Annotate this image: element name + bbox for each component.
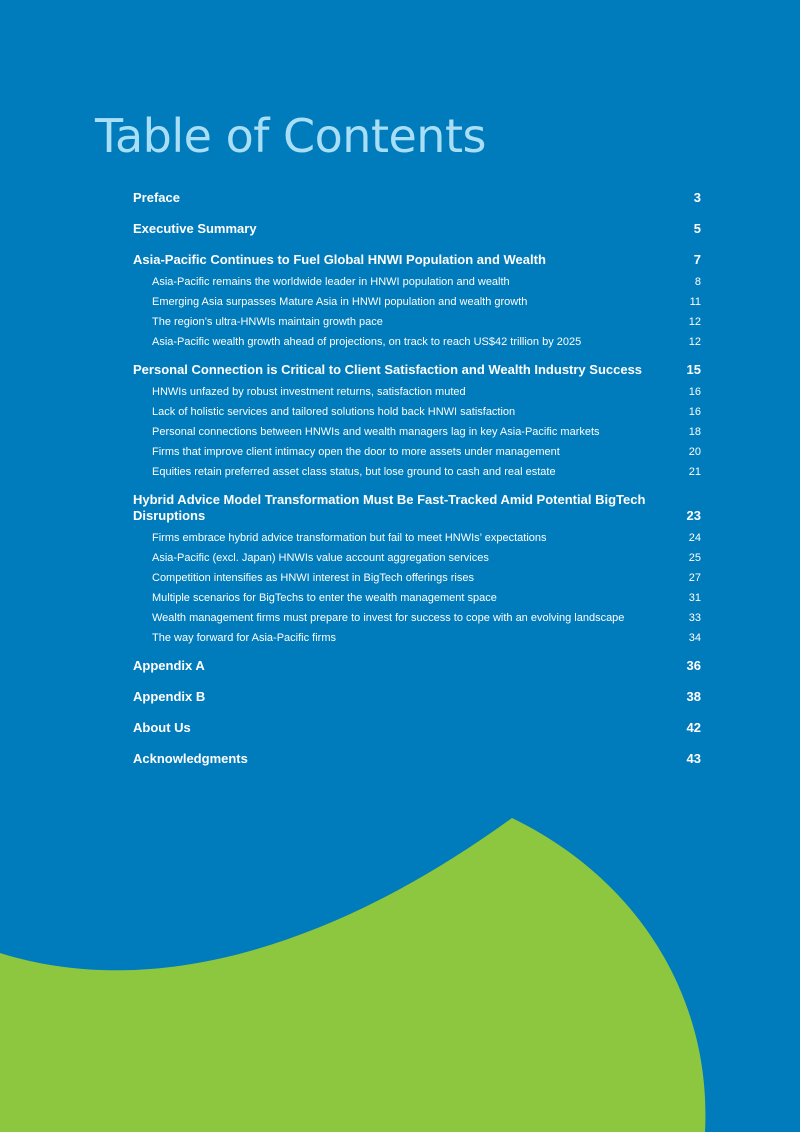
toc-subsection-page-number: 16 <box>688 386 701 398</box>
table-of-contents <box>133 190 701 782</box>
toc-section-heading[interactable] <box>133 492 701 524</box>
toc-subsection[interactable] <box>133 442 701 462</box>
toc-section-title: Acknowledgments <box>133 751 248 766</box>
toc-subsection-title: Firms that improve client intimacy open the door to more assets under management <box>152 446 560 458</box>
toc-section-title: Preface <box>133 190 180 205</box>
toc-section <box>133 252 701 352</box>
toc-subsection-title: Asia-Pacific (excl. Japan) HNWIs value account aggregation services <box>152 552 489 564</box>
toc-subsection-page-number: 12 <box>688 336 701 348</box>
toc-subsection-page-number: 8 <box>694 276 701 288</box>
toc-subsection-page-number: 16 <box>688 406 701 418</box>
page-title: Table of Contents <box>95 109 486 163</box>
toc-subsection[interactable] <box>133 588 701 608</box>
toc-subsection-page-number: 25 <box>688 552 701 564</box>
toc-subsection[interactable] <box>133 402 701 422</box>
toc-subsection[interactable] <box>133 312 701 332</box>
toc-subsection[interactable] <box>133 422 701 442</box>
toc-subsection-page-number: 21 <box>688 466 701 478</box>
toc-section <box>133 362 701 482</box>
toc-section-title: Personal Connection is Critical to Client Satisfaction and Wealth Industry Success <box>133 362 643 377</box>
toc-subsection-title: Lack of holistic services and tailored solutions hold back HNWI satisfaction <box>152 406 516 418</box>
toc-subsection-title: The way forward for Asia-Pacific firms <box>152 632 336 644</box>
toc-subsection[interactable] <box>133 462 701 482</box>
toc-subsection[interactable] <box>133 548 701 568</box>
toc-section-heading[interactable] <box>133 658 701 674</box>
toc-section <box>133 221 701 237</box>
toc-subsection-title: HNWIs unfazed by robust investment returns, satisfaction muted <box>152 386 466 398</box>
toc-subsection-title: The region’s ultra-HNWIs maintain growth pace <box>152 316 383 328</box>
toc-subsection[interactable] <box>133 628 701 648</box>
toc-subsection-page-number: 31 <box>688 592 701 604</box>
toc-subsection[interactable] <box>133 382 701 402</box>
toc-subsection-title: Equities retain preferred asset class status, but lose ground to cash and real estate <box>152 466 556 478</box>
toc-section <box>133 492 701 648</box>
toc-section-page-number: 3 <box>693 190 701 205</box>
toc-subsection-title: Asia-Pacific remains the worldwide leader in HNWI population and wealth <box>152 276 510 288</box>
toc-section-page-number: 23 <box>686 508 701 523</box>
toc-subsection[interactable] <box>133 332 701 352</box>
toc-section-page-number: 38 <box>686 689 701 704</box>
toc-subsection-title: Asia-Pacific wealth growth ahead of projections, on track to reach US$42 trillion by 2025 <box>152 336 582 348</box>
toc-section-heading[interactable] <box>133 751 701 767</box>
toc-subsection-page-number: 34 <box>688 632 701 644</box>
toc-subsection-page-number: 11 <box>689 296 701 308</box>
toc-section-heading[interactable] <box>133 689 701 705</box>
toc-section-page-number: 7 <box>693 252 701 267</box>
toc-section-heading[interactable] <box>133 221 701 237</box>
toc-section-title: Appendix B <box>133 689 206 704</box>
toc-subsection-page-number: 33 <box>688 612 701 624</box>
toc-subsection[interactable] <box>133 568 701 588</box>
toc-subsection-title: Firms embrace hybrid advice transformation but fail to meet HNWIs’ expectations <box>152 532 547 544</box>
toc-section-page-number: 15 <box>686 362 701 377</box>
toc-section-page-number: 36 <box>686 658 701 673</box>
toc-subsection-title: Multiple scenarios for BigTechs to enter the wealth management space <box>152 592 497 604</box>
toc-section-title: Executive Summary <box>133 221 257 236</box>
toc-subsection[interactable] <box>133 528 701 548</box>
toc-section <box>133 689 701 705</box>
toc-subsection-title: Wealth management firms must prepare to invest for success to cope with an evolving landscape <box>152 612 625 624</box>
toc-subsection-page-number: 27 <box>688 572 701 584</box>
toc-section-page-number: 5 <box>693 221 701 236</box>
toc-subsection-title: Emerging Asia surpasses Mature Asia in HNWI population and wealth growth <box>152 296 528 308</box>
toc-section-heading[interactable] <box>133 362 701 378</box>
toc-section-title: Appendix A <box>133 658 205 673</box>
toc-section <box>133 190 701 206</box>
toc-section <box>133 658 701 674</box>
toc-section-heading[interactable] <box>133 252 701 268</box>
toc-subsection[interactable] <box>133 272 701 292</box>
toc-section-page-number: 42 <box>686 720 701 735</box>
toc-section-page-number: 43 <box>686 751 701 766</box>
toc-subsection[interactable] <box>133 292 701 312</box>
toc-section-heading[interactable] <box>133 190 701 206</box>
toc-section-title: Hybrid Advice Model Transformation Must Be Fast-Tracked Amid Potential BigTech Disruptions <box>133 492 646 523</box>
toc-subsection-page-number: 20 <box>688 446 701 458</box>
toc-subsection-page-number: 18 <box>688 426 701 438</box>
toc-section-title: Asia-Pacific Continues to Fuel Global HNWI Population and Wealth <box>133 252 546 267</box>
toc-section-title: About Us <box>133 720 191 735</box>
toc-subsection-page-number: 24 <box>688 532 701 544</box>
toc-subsection-title: Competition intensifies as HNWI interest in BigTech offerings rises <box>152 572 474 584</box>
toc-subsection[interactable] <box>133 608 701 628</box>
toc-subsection-title: Personal connections between HNWIs and wealth managers lag in key Asia-Pacific markets <box>152 426 600 438</box>
toc-subsection-page-number: 12 <box>688 316 701 328</box>
toc-section <box>133 751 701 767</box>
toc-section <box>133 720 701 736</box>
toc-section-heading[interactable] <box>133 720 701 736</box>
